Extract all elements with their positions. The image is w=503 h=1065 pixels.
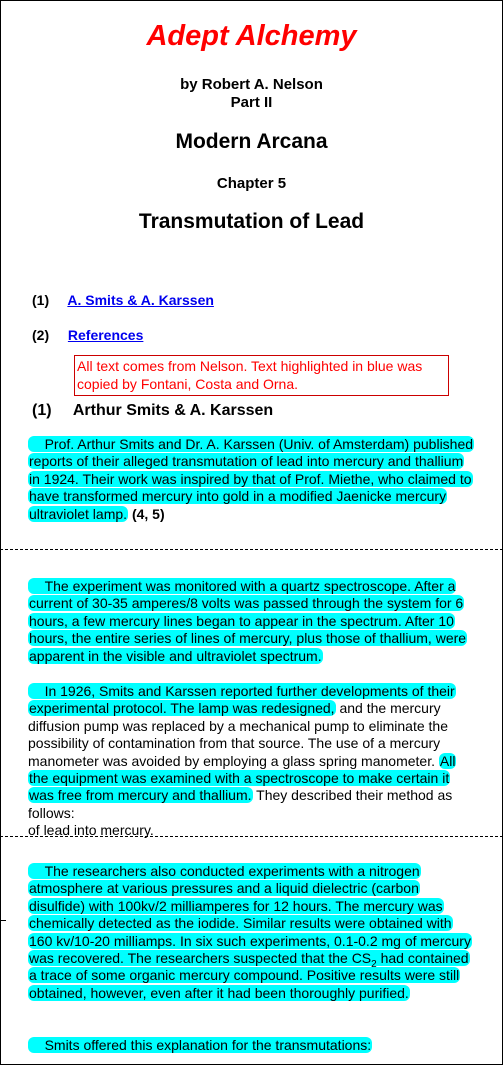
toc-item-2 — [32, 327, 143, 343]
margin-tick — [0, 920, 6, 921]
paragraph-3 — [28, 683, 476, 822]
book-title: Adept Alchemy — [146, 20, 357, 52]
page-break-line — [0, 549, 503, 550]
cut-off-line: of lead into mercury. — [28, 822, 154, 838]
section-number: (1) — [32, 402, 52, 419]
section-title: Modern Arcana — [175, 130, 328, 153]
highlighted-text — [28, 1037, 372, 1053]
toc-number: (2) — [32, 327, 50, 343]
reference-marker: (4, 5) — [131, 505, 165, 522]
paragraph-text: Prof. Arthur Smits and Dr. A. Karssen (Univ. of Amsterdam) published reports of their alleged transmutation of lead into mercury and thallium in 1924. Their work was inspired by that of Prof. Miethe, who claimed to have transformed mercury into gold in a modified Jaenicke mercury ultraviolet lamp. — [29, 436, 474, 522]
part-label: Part II — [230, 94, 273, 111]
highlighted-text — [28, 863, 472, 1001]
plain-text: They described their method as follows: — [28, 787, 453, 821]
section-heading — [32, 402, 273, 420]
paragraph-text: The researchers also conducted experiments with a nitrogen atmosphere at various pressures and a liquid dielectric (carbon disulfide) with 100kv/2 milliamperes for 12 hours. The mercury was chemically detected as the iodide. Similar results were obtained with 160 kv/10-20 milliamps. In six such experiments, 0.1-0.2 mg of mercury was recovered. The researchers suspected that the CS — [29, 863, 471, 967]
chapter-title: Transmutation of Lead — [138, 210, 365, 233]
highlighted-text: All the equipment was examined with a spectroscope to make certain it was free from mercury and thallium. — [29, 752, 456, 804]
highlighted-text — [28, 578, 467, 664]
highlighted-text — [28, 436, 474, 522]
subscript: 2 — [371, 958, 377, 970]
paragraph-text: The experiment was monitored with a quartz spectroscope. After a current of 30-35 amperes/8 volts was passed through the system for 6 hours, a few mercury lines began to appear in the spectrum. After 10 hours, the entire series of lines of mercury, plus those of thallium, were apparent in the visible and ultraviolet spectrum. — [29, 578, 467, 664]
toc-number: (1) — [32, 292, 50, 308]
paragraph-text: Smits offered this explanation for the transmutations: — [44, 1037, 372, 1053]
paragraph-1 — [28, 436, 476, 523]
author: by Robert A. Nelson — [180, 76, 323, 93]
byline — [0, 76, 503, 112]
toc-link-smits-karssen[interactable]: A. Smits & A. Karssen — [67, 292, 214, 308]
paragraph-text: had contained a trace of some organic mercury compound. Positive results were still obtained, however, even after it had been thoroughly purified. — [29, 950, 469, 1001]
plain-text: and the mercury diffusion pump was replaced by a mechanical pump to eliminate the possibility of contamination from that source. The use of a mercury manometer was avoided by employing a glass spring manometer. — [28, 700, 448, 769]
chapter-label: Chapter 5 — [216, 175, 287, 192]
toc-item-1 — [32, 292, 214, 308]
toc-link-references[interactable]: References — [67, 327, 144, 343]
paragraph-5 — [28, 1037, 476, 1054]
paragraph-2 — [28, 578, 476, 665]
section-heading-label: Arthur Smits & A. Karssen — [72, 402, 274, 419]
cut-off-text — [28, 822, 228, 845]
source-note: All text comes from Nelson. Text highlighted in blue was copied by Fontani, Costa and Orna. — [74, 355, 449, 396]
paragraph-4 — [28, 863, 476, 1002]
paragraph-text: In 1926, Smits and Karssen reported further developments of their experimental protocol. The lamp was redesigned, — [29, 683, 455, 717]
